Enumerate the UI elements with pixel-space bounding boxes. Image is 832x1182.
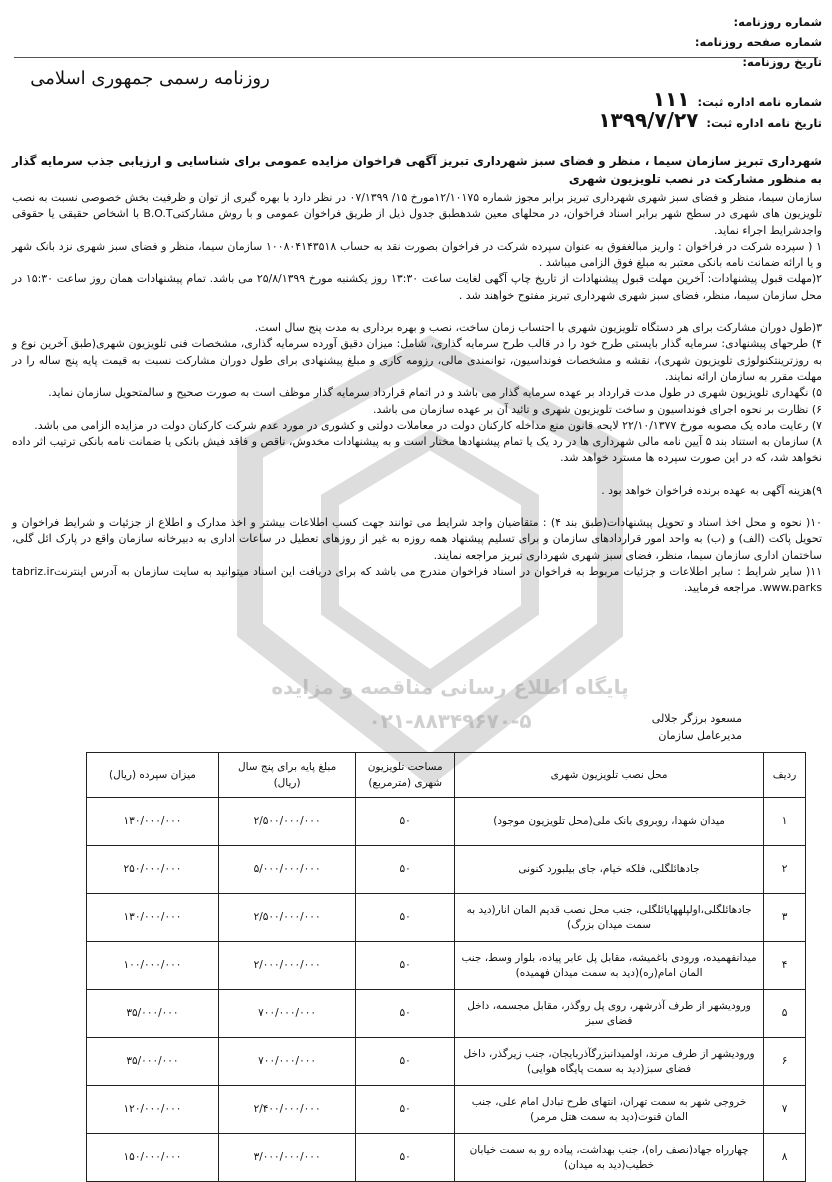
cell-idx: ۱ xyxy=(764,798,806,846)
table-row xyxy=(87,942,806,990)
cell-area: ۵۰ xyxy=(356,846,455,894)
signatory-name: مسعود برزگر جلالی xyxy=(651,712,742,725)
cell-area: ۵۰ xyxy=(356,990,455,1038)
cell-base-price: ۲/۰۰۰/۰۰۰/۰۰۰ xyxy=(218,942,355,990)
cell-base-price: ۲/۴۰۰/۰۰۰/۰۰۰ xyxy=(218,1086,355,1134)
newspaper-date-label: تاریخ روزنامه: xyxy=(742,55,822,69)
registration-letter-date xyxy=(598,108,822,132)
clause-5: ۵) نگهداری تلویزیون شهری در طول مدت قرارداد بر عهده سرمایه گذار می باشد و در اتمام قرارداد سرمایه گذار موظف است به صورت صحیح و سالمتحویل سازمان نماید. xyxy=(48,386,822,400)
cell-location: میدان شهدا، روبروی بانک ملی(محل تلویزیون موجود) xyxy=(455,798,764,846)
cell-deposit: ۲۵۰/۰۰۰/۰۰۰ xyxy=(87,846,219,894)
header-deposit: میزان سپرده (ریال) xyxy=(87,753,219,798)
cell-idx: ۷ xyxy=(764,1086,806,1134)
cell-base-price: ۳/۰۰۰/۰۰۰/۰۰۰ xyxy=(218,1134,355,1182)
cell-idx: ۶ xyxy=(764,1038,806,1086)
cell-area: ۵۰ xyxy=(356,1038,455,1086)
registration-letter-date-label: تاریخ نامه اداره ثبت: xyxy=(706,116,822,130)
cell-deposit: ۱۵۰/۰۰۰/۰۰۰ xyxy=(87,1134,219,1182)
cell-idx: ۲ xyxy=(764,846,806,894)
cell-location: جادهائلگلی، فلکه خیام، جای بیلبورد کنونی xyxy=(455,846,764,894)
cell-area: ۵۰ xyxy=(356,1086,455,1134)
clause-4: ۴) طرحهای پیشنهادی: سرمایه گذار بایستی طرح خود را در قالب طرح سرمایه گذاری، شامل: میزان دقیق آورده سرمایه گذاری، مشخصات فنی تلویزیون شهری(طبق آخرین نوع و به روزترینتکنولوژی تلویزیون شهری)، نقشه و مشخصات فونداسیون، توانمندی مالی، رزومه کاری و مبلغ پیشنهادی برای طول دوران مشارکت نسبت به قیمت پایه پنج ساله را در مهلت مقرر به سازمان ارائه نمایند. xyxy=(12,337,822,383)
clause-11: ۱۱( سایر شرایط : سایر اطلاعات و جزئیات مربوط به فراخوان در اسناد فراخوان مندرج می باشد که برای دریافت این اسناد میتوانید به سایت سازمان به آدرس اینترنتtabriz.ir www.parks. مراجعه فرمایید. xyxy=(12,564,822,595)
header-divider xyxy=(14,57,818,58)
header-location: محل نصب تلویزیون شهری xyxy=(455,753,764,798)
cell-idx: ۵ xyxy=(764,990,806,1038)
clause-10: ۱۰( نحوه و محل اخذ اسناد و تحویل پیشنهادات(طبق بند ۴) : متقاضیان واجد شرایط می توانند جهت کسب اطلاعات بیشتر و اخذ مدارک و اطلاع از جزئیات و شرایط فراخوان و تحویل پاکت (الف) و (ب) به واحد امور قراردادهای سازمان و برای تسلیم پیشنهاد همه روزه به غیر از روزهای تعطیل در ساعات اداری به دبیرخانه سازمان واقع در پارک ائل گلی، ساختمان اداری سازمان سیما، منظر، فضای سبز شهری شهرداری تبریز مراجعه نمایند. xyxy=(12,516,822,562)
cell-deposit: ۱۳۰/۰۰۰/۰۰۰ xyxy=(87,798,219,846)
cell-base-price: ۲/۵۰۰/۰۰۰/۰۰۰ xyxy=(218,894,355,942)
cell-location: میدانفهمیده، ورودی باغمیشه، مقابل پل عابر پیاده، بلوار وسط، جنب المان امام(ره)(دید به سمت میدان فهمیده) xyxy=(455,942,764,990)
cell-location: خروجی شهر به سمت تهران، انتهای طرح تبادل امام علی، جنب المان قنوت(دید به سمت هتل مرمر) xyxy=(455,1086,764,1134)
cell-location: چهارراه جهاد(نصف راه)، جنب بهداشت، پیاده رو به سمت خیابان خطیب(دید به میدان) xyxy=(455,1134,764,1182)
header-base-price: مبلغ پایه برای پنج سال (ریال) xyxy=(218,753,355,798)
clause-8: ۸) سازمان به استناد بند ۵ آیین نامه مالی شهرداری ها در رد یک یا تمام پیشنهادها مختار است و به پیشنهادات مخدوش، ناقص و فاقد فیش بانکی یا ضمانت نامه بانکی ترتیب اثر داده نخواهد شد، که در این صورت سپرده ها مسترد خواهد شد. xyxy=(12,435,822,465)
cell-area: ۵۰ xyxy=(356,798,455,846)
cell-area: ۵۰ xyxy=(356,942,455,990)
notice-title: شهرداری تبریز سازمان سیما ، منظر و فضای سبز شهرداری تبریز آگهی فراخوان مزایده عمومی برای شناسایی و ارزیابی جذب سرمایه گذار به منظور مشارکت در نصب تلویزیون شهری xyxy=(12,154,822,186)
header-area: مساحت تلویزیون شهری (مترمربع) xyxy=(356,753,455,798)
cell-area: ۵۰ xyxy=(356,1134,455,1182)
cell-area: ۵۰ xyxy=(356,894,455,942)
clause-7: ۷) رعایت ماده یک مصوبه مورخ ۲۲/۱۰/۱۳۷۷ لایحه قانون منع مداخله کارکنان دولت در معاملات دولتی و کشوری در مورد عدم شرکت کارکنان دولت در مزایده الزامی می باشد. xyxy=(34,418,822,432)
table-row xyxy=(87,1038,806,1086)
cell-idx: ۳ xyxy=(764,894,806,942)
cell-deposit: ۱۲۰/۰۰۰/۰۰۰ xyxy=(87,1086,219,1134)
watermark-line-2: ۰۲۱-۸۸۳۴۹۶۷۰-۵ xyxy=(368,709,532,733)
registration-letter-date-value: ۱۳۹۹/۷/۲۷ xyxy=(598,108,699,132)
signature-block xyxy=(652,710,742,744)
clause-3: ۳(طول دوران مشارکت برای هر دستگاه تلویزیون شهری با احتساب زمان ساخت، نصب و بهره برداری به مدت پنج سال است. xyxy=(254,321,822,335)
cell-location: ورودیشهر از طرف مرند، اولمیدانبزرگآذربایجان، جنب زیرگذر، داخل فضای سبز(دید به سمت پایگاه هوایی) xyxy=(455,1038,764,1086)
gazette-title: روزنامه رسمی جمهوری اسلامی xyxy=(30,68,270,89)
watermark-text xyxy=(260,670,640,738)
newspaper-number-label: شماره روزنامه: xyxy=(733,15,822,29)
cell-idx: ۸ xyxy=(764,1134,806,1182)
table-row xyxy=(87,1134,806,1182)
clause-9: ۹)هزینه آگهی به عهده برنده فراخوان خواهد بود . xyxy=(601,483,822,497)
cell-base-price: ۵/۰۰۰/۰۰۰/۰۰۰ xyxy=(218,846,355,894)
watermark-line-1: پایگاه اطلاع رسانی مناقصه و مزایده xyxy=(271,675,629,699)
registration-letter-number-value: ۱۱۱ xyxy=(652,87,690,111)
cell-deposit: ۱۳۰/۰۰۰/۰۰۰ xyxy=(87,894,219,942)
notice-intro: سازمان سیما، منظر و فضای سبز شهری شهرداری تبریز برابر مجوز شماره ۱۲/۱۰۱۷۵مورخ ۱۵/ ۰۷/۱۳۹۹ در نظر دارد با بهره گیری از توان و ظرفیت بخش خصوصی نسبت به نصب تلویزیون های شهری در سطح شهر برابر اسناد فراخوان، در محلهای معین شدهطبق جدول ذیل از طریق فراخوان عمومی و با روش مشارکتیB.O.T با اشخاص حقیقی یا حقوقی واجدشرایط اجراء نماید. xyxy=(12,191,823,237)
table-row xyxy=(87,1086,806,1134)
table-row xyxy=(87,990,806,1038)
cell-location: ورودیشهر از طرف آذرشهر، روی پل روگذر، مقابل مجسمه، داخل فضای سبز xyxy=(455,990,764,1038)
cell-base-price: ۲/۵۰۰/۰۰۰/۰۰۰ xyxy=(218,798,355,846)
locations-table xyxy=(86,752,806,1182)
cell-deposit: ۱۰۰/۰۰۰/۰۰۰ xyxy=(87,942,219,990)
cell-deposit: ۳۵/۰۰۰/۰۰۰ xyxy=(87,1038,219,1086)
newspaper-info xyxy=(695,12,822,72)
registration-letter-number-label: شماره نامه اداره ثبت: xyxy=(697,95,822,109)
signatory-role: مدیرعامل سازمان xyxy=(658,729,742,742)
notice-body xyxy=(12,152,822,597)
clause-2: ۲(مهلت قبول پیشنهادات: آخرین مهلت قبول پیشنهادات از تاریخ چاپ آگهی لغایت ساعت ۱۳:۳۰ روز یکشنبه مورخ ۲۵/۸/۱۳۹۹ می باشد. تمام پیشنهادات همان روز ساعت ۱۵:۳۰ در محل سازمان سیما، منظر، فضای سبز شهری شهرداری تبریز مفتوح خواهند شد . xyxy=(12,272,823,302)
cell-base-price: ۷۰۰/۰۰۰/۰۰۰ xyxy=(218,990,355,1038)
clause-1: ۱ ( سپرده شرکت در فراخوان : واریز مبالغفوق به عنوان سپرده شرکت در فراخوان بصورت نقد به حساب ۱۰۰۸۰۴۱۴۳۵۱۸ سازمان سیما، منظر و فضای سبز شهری نزد بانک شهر و یا ارائه ضمانت نامه بانکی معتبر به مبلغ فوق الزامی میباشد . xyxy=(12,239,822,270)
table-row xyxy=(87,894,806,942)
clause-6: ۶) نظارت بر نحوه اجرای فونداسیون و ساخت تلویزیون شهری و تائید آن بر عهده سازمان می باشد. xyxy=(373,402,822,416)
cell-base-price: ۷۰۰/۰۰۰/۰۰۰ xyxy=(218,1038,355,1086)
cell-idx: ۴ xyxy=(764,942,806,990)
cell-location: جادهائلگلی،اولپلههایائلگلی، جنب محل نصب قدیم المان انار(دید به سمت میدان بزرگ) xyxy=(455,894,764,942)
registration-info xyxy=(598,87,822,132)
table-row xyxy=(87,846,806,894)
table-header-row xyxy=(87,753,806,798)
table-row xyxy=(87,798,806,846)
newspaper-page-number-label: شماره صفحه روزنامه: xyxy=(694,35,822,49)
cell-deposit: ۳۵/۰۰۰/۰۰۰ xyxy=(87,990,219,1038)
header-idx: ردیف xyxy=(764,753,806,798)
table-body xyxy=(87,798,806,1182)
